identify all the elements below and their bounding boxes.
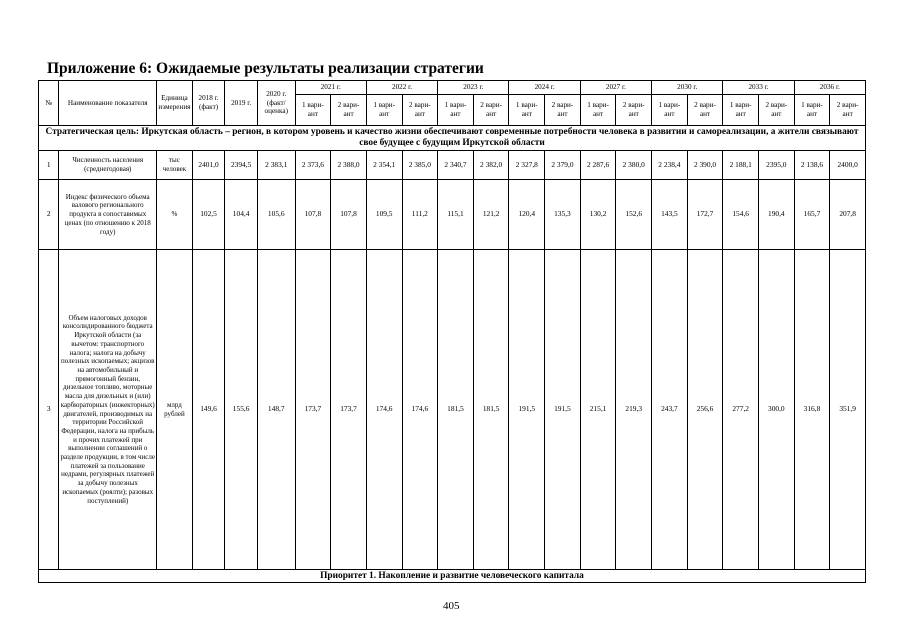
header-year: 2030 г. bbox=[652, 81, 723, 95]
indicator-value: 277,2 bbox=[723, 250, 759, 570]
indicator-value: 107,8 bbox=[295, 180, 331, 250]
indicator-value: 181,5 bbox=[473, 250, 509, 570]
header-variant: 1 вари- ант bbox=[794, 95, 830, 126]
indicator-value: 2 382,0 bbox=[473, 151, 509, 180]
indicator-value: 207,8 bbox=[830, 180, 866, 250]
header-variant: 2 вари- ант bbox=[830, 95, 866, 126]
indicator-value: 109,5 bbox=[366, 180, 402, 250]
table-row bbox=[39, 180, 866, 250]
indicator-value: 2 354,1 bbox=[366, 151, 402, 180]
indicator-value: 172,7 bbox=[687, 180, 723, 250]
indicator-value: 152,6 bbox=[616, 180, 652, 250]
table-row bbox=[39, 250, 866, 570]
indicator-value: 148,7 bbox=[257, 250, 295, 570]
header-year: 2022 г. bbox=[366, 81, 437, 95]
header-variant: 2 вари- ант bbox=[759, 95, 795, 126]
row-number: 3 bbox=[39, 250, 59, 570]
header-year: 2023 г. bbox=[438, 81, 509, 95]
indicator-value: 149,6 bbox=[192, 250, 225, 570]
header-unit: Единица измерения bbox=[157, 81, 193, 126]
unit-of-measure: тыс человек bbox=[157, 151, 193, 180]
indicator-value: 2395,0 bbox=[759, 151, 795, 180]
header-2018: 2018 г. (факт) bbox=[192, 81, 225, 126]
indicator-value: 105,6 bbox=[257, 180, 295, 250]
header-row-years bbox=[39, 81, 866, 95]
header-variant: 2 вари- ант bbox=[473, 95, 509, 126]
indicator-name: Индекс физического объема валового регионального продукта в сопоставимых ценах (по отношению к 2018 году) bbox=[59, 180, 157, 250]
indicator-value: 2 380,0 bbox=[616, 151, 652, 180]
priority-heading: Приоритет 1. Накопление и развитие человеческого капитала bbox=[39, 570, 866, 583]
indicator-value: 2401,0 bbox=[192, 151, 225, 180]
indicator-value: 2 390,0 bbox=[687, 151, 723, 180]
header-variant: 2 вари- ант bbox=[687, 95, 723, 126]
header-variant: 1 вари- ант bbox=[580, 95, 616, 126]
indicator-value: 143,5 bbox=[652, 180, 688, 250]
header-variant: 2 вари- ант bbox=[616, 95, 652, 126]
indicator-name: Объем налоговых доходов консолидированного бюджета Иркутской области (за вычетом: транспортного налога; налога на добычу полезных ископаемых; акцизов на автомобильный и прямогонный бензин, дизельное топливо, моторные масла для дизельных и (или) карбюраторных (инжекторных) двигателей, производимых на территории Российской Федерации, налога на прибыль и прочих платежей при выполнении соглашений о разделе продукции, в том числе платежей за пользование недрами, регулярных платежей за добычу полезных ископаемых (роялти); разовых поступлений) bbox=[59, 250, 157, 570]
indicator-value: 219,3 bbox=[616, 250, 652, 570]
header-year: 2033 г. bbox=[723, 81, 794, 95]
indicator-value: 2 188,1 bbox=[723, 151, 759, 180]
indicator-value: 191,5 bbox=[509, 250, 545, 570]
indicator-value: 243,7 bbox=[652, 250, 688, 570]
goal-row bbox=[39, 126, 866, 151]
header-variant: 1 вари- ант bbox=[509, 95, 545, 126]
indicator-value: 174,6 bbox=[402, 250, 438, 570]
indicator-value: 130,2 bbox=[580, 180, 616, 250]
indicator-value: 107,8 bbox=[331, 180, 367, 250]
header-variant: 1 вари- ант bbox=[652, 95, 688, 126]
header-year: 2021 г. bbox=[295, 81, 366, 95]
indicator-value: 121,2 bbox=[473, 180, 509, 250]
indicator-value: 173,7 bbox=[295, 250, 331, 570]
indicator-value: 165,7 bbox=[794, 180, 830, 250]
unit-of-measure: млрд рублей bbox=[157, 250, 193, 570]
indicator-value: 256,6 bbox=[687, 250, 723, 570]
header-indicator-name: Наименование показателя bbox=[59, 81, 157, 126]
page-number: 405 bbox=[443, 600, 460, 612]
indicator-value: 2 287,6 bbox=[580, 151, 616, 180]
indicator-value: 2400,0 bbox=[830, 151, 866, 180]
indicator-value: 104,4 bbox=[225, 180, 258, 250]
indicator-value: 155,6 bbox=[225, 250, 258, 570]
indicator-value: 2 340,7 bbox=[438, 151, 474, 180]
indicator-value: 2 373,6 bbox=[295, 151, 331, 180]
indicator-value: 300,0 bbox=[759, 250, 795, 570]
header-year: 2024 г. bbox=[509, 81, 580, 95]
row-number: 1 bbox=[39, 151, 59, 180]
results-table bbox=[38, 80, 866, 583]
indicator-value: 2 379,0 bbox=[545, 151, 581, 180]
indicator-value: 174,6 bbox=[366, 250, 402, 570]
indicator-value: 2 327,8 bbox=[509, 151, 545, 180]
indicator-value: 2 385,0 bbox=[402, 151, 438, 180]
indicator-value: 2 238,4 bbox=[652, 151, 688, 180]
header-variant: 2 вари- ант bbox=[331, 95, 367, 126]
indicator-value: 316,8 bbox=[794, 250, 830, 570]
indicator-value: 215,1 bbox=[580, 250, 616, 570]
indicator-value: 190,4 bbox=[759, 180, 795, 250]
indicator-name: Численность населения (среднегодовая) bbox=[59, 151, 157, 180]
indicator-value: 2 383,1 bbox=[257, 151, 295, 180]
indicator-value: 102,5 bbox=[192, 180, 225, 250]
strategic-goal: Стратегическая цель: Иркутская область – регион, в котором уровень и качество жизни обеспечивают современные потребности человека в развитии и самореализации, а жители связывают свое будущее с будущим Иркутской области bbox=[39, 126, 866, 151]
page-title: Приложение 6: Ожидаемые результаты реализации стратегии bbox=[47, 60, 484, 77]
indicator-value: 115,1 bbox=[438, 180, 474, 250]
indicator-value: 191,5 bbox=[545, 250, 581, 570]
header-year: 2036 г. bbox=[794, 81, 865, 95]
header-variant: 2 вари- ант bbox=[545, 95, 581, 126]
header-year: 2027 г. bbox=[580, 81, 651, 95]
indicator-value: 135,3 bbox=[545, 180, 581, 250]
unit-of-measure: % bbox=[157, 180, 193, 250]
header-variant: 1 вари- ант bbox=[366, 95, 402, 126]
indicator-value: 2394,5 bbox=[225, 151, 258, 180]
header-2019: 2019 г. bbox=[225, 81, 258, 126]
indicator-value: 154,6 bbox=[723, 180, 759, 250]
priority-row bbox=[39, 570, 866, 583]
row-number: 2 bbox=[39, 180, 59, 250]
header-variant: 1 вари- ант bbox=[438, 95, 474, 126]
header-variant: 1 вари- ант bbox=[723, 95, 759, 126]
indicator-value: 120,4 bbox=[509, 180, 545, 250]
indicator-value: 173,7 bbox=[331, 250, 367, 570]
header-number: № bbox=[39, 81, 59, 126]
indicator-value: 181,5 bbox=[438, 250, 474, 570]
indicator-value: 2 138,6 bbox=[794, 151, 830, 180]
indicator-value: 351,9 bbox=[830, 250, 866, 570]
header-2020: 2020 г. (факт/ оценка) bbox=[257, 81, 295, 126]
indicator-value: 111,2 bbox=[402, 180, 438, 250]
indicator-value: 2 388,0 bbox=[331, 151, 367, 180]
table-row bbox=[39, 151, 866, 180]
header-variant: 2 вари- ант bbox=[402, 95, 438, 126]
header-variant: 1 вари- ант bbox=[295, 95, 331, 126]
